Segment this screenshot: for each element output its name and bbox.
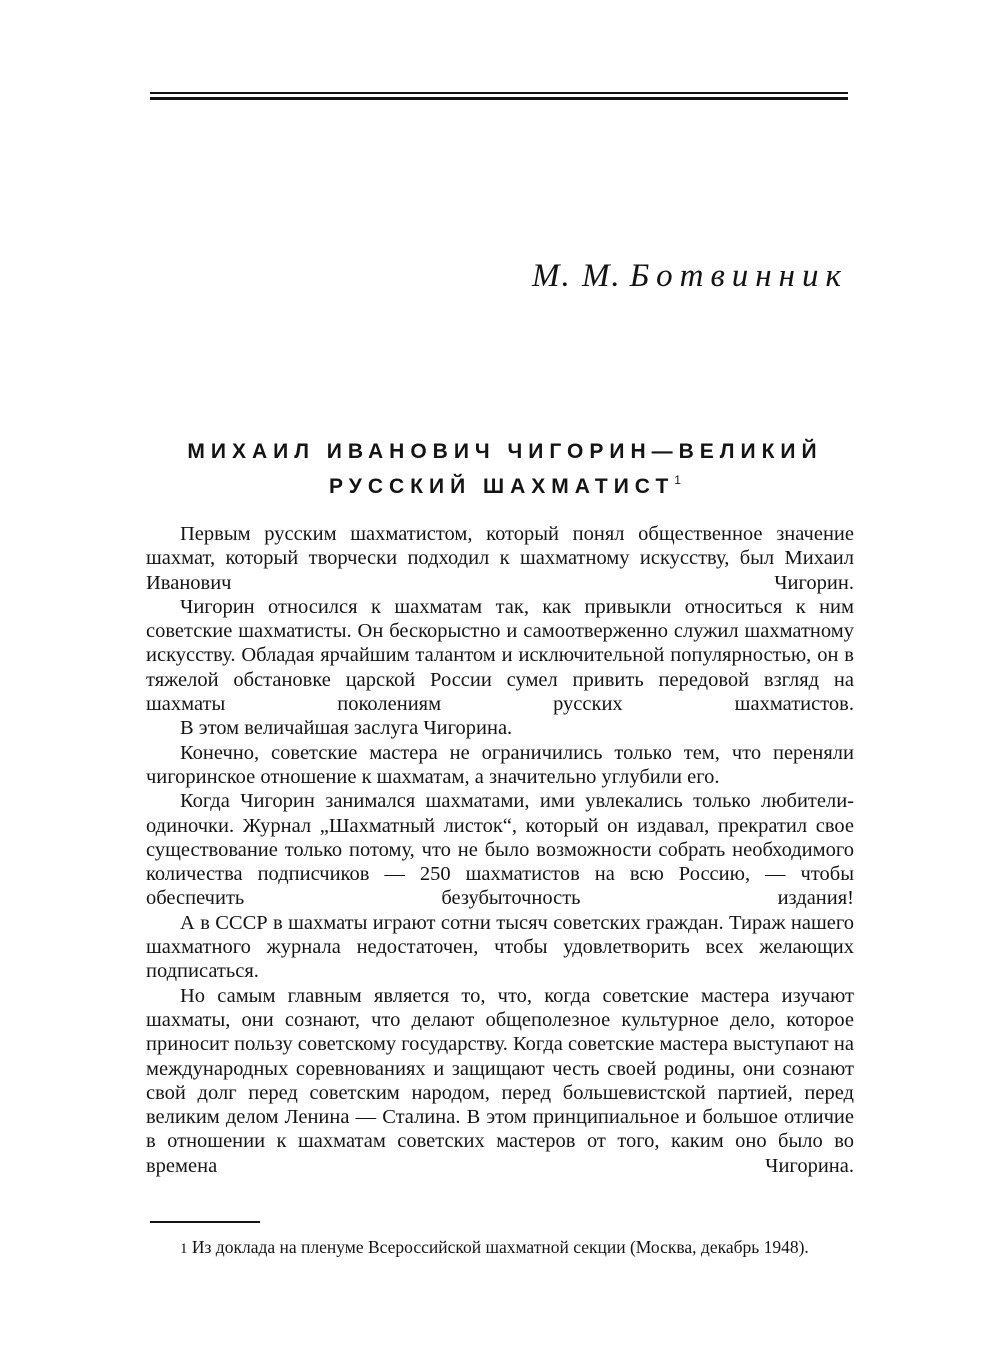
- paragraph-4: Конечно, советские мастера не ограничились только тем, что переняли чигоринское отношение к шахматам, а значительно углубили его.: [146, 741, 854, 788]
- paragraph-1: Первым русским шахматистом, который понял общественное значение шахмат, который творчески подходил к шахматному искусству, был Михаил Иванович Чигорин.: [146, 523, 854, 594]
- author-initials: М. М.: [531, 258, 622, 294]
- top-rule-thin: [150, 92, 848, 94]
- author-name: [532, 258, 848, 295]
- footnote-rule: [150, 1221, 260, 1223]
- footnote: [146, 1236, 854, 1260]
- title-line-2: [150, 466, 860, 501]
- paragraph-5: Когда Чигорин занимался шахматами, ими увлекались только любители-одиночки. Журнал „Шахматный листок“, который он издавал, прекратил свое существование только потому, что не было возможности собрать необходимого количества подписчиков — 250 шахматистов на всю Россию, — чтобы обеспечить безубыточность издания!: [146, 790, 854, 910]
- paragraph-6: А в СССР в шахматы играют сотни тысяч советских граждан. Тираж нашего шахматного журнала недостаточен, чтобы удовлетворить всех желающих подписаться.: [146, 911, 854, 983]
- paragraph-3: В этом величайшая заслуга Чигорина.: [180, 717, 513, 740]
- author-surname: Ботвинник: [629, 258, 848, 294]
- top-rule-thick: [150, 97, 848, 100]
- footnote-mark: 1: [180, 1241, 188, 1257]
- title-footnote-ref: 1: [674, 473, 681, 487]
- article-body: [146, 522, 854, 1178]
- paragraph-2: Чигорин относился к шахматам так, как привыкли относиться к ним советские шахматисты. Он бескорыстно и самоотверженно служил шахматному искусству. Обладая ярчайшим талантом и исключительной популярностью, он в тяжелой обстановке царской России сумел привить передовой взгляд на шахматы поколениям русских шахматистов.: [146, 595, 854, 716]
- paragraph-7: Но самым главным является то, что, когда советские мастера изучают шахматы, они сознают, что делают общеполезное культурное дело, которое приносит пользу советскому государству. Когда советские мастера выступают на международных соревнованиях и защищают честь своей родины, они сознают свой долг перед советским народом, перед большевистской партией, перед великим делом Ленина — Сталина. В этом принципиальное и большое отличие в отношении к шахматам советских мастеров от того, каким оно было во времена Чигорина.: [146, 984, 854, 1177]
- footnote-text: Из доклада на пленуме Всероссийской шахматной секции (Москва, декабрь 1948).: [191, 1237, 809, 1257]
- article-title: [150, 437, 860, 501]
- title-line-1: МИХАИЛ ИВАНОВИЧ ЧИГОРИН—ВЕЛИКИЙ: [187, 440, 823, 463]
- title-line-2-text: РУССКИЙ ШАХМАТИСТ: [329, 475, 675, 498]
